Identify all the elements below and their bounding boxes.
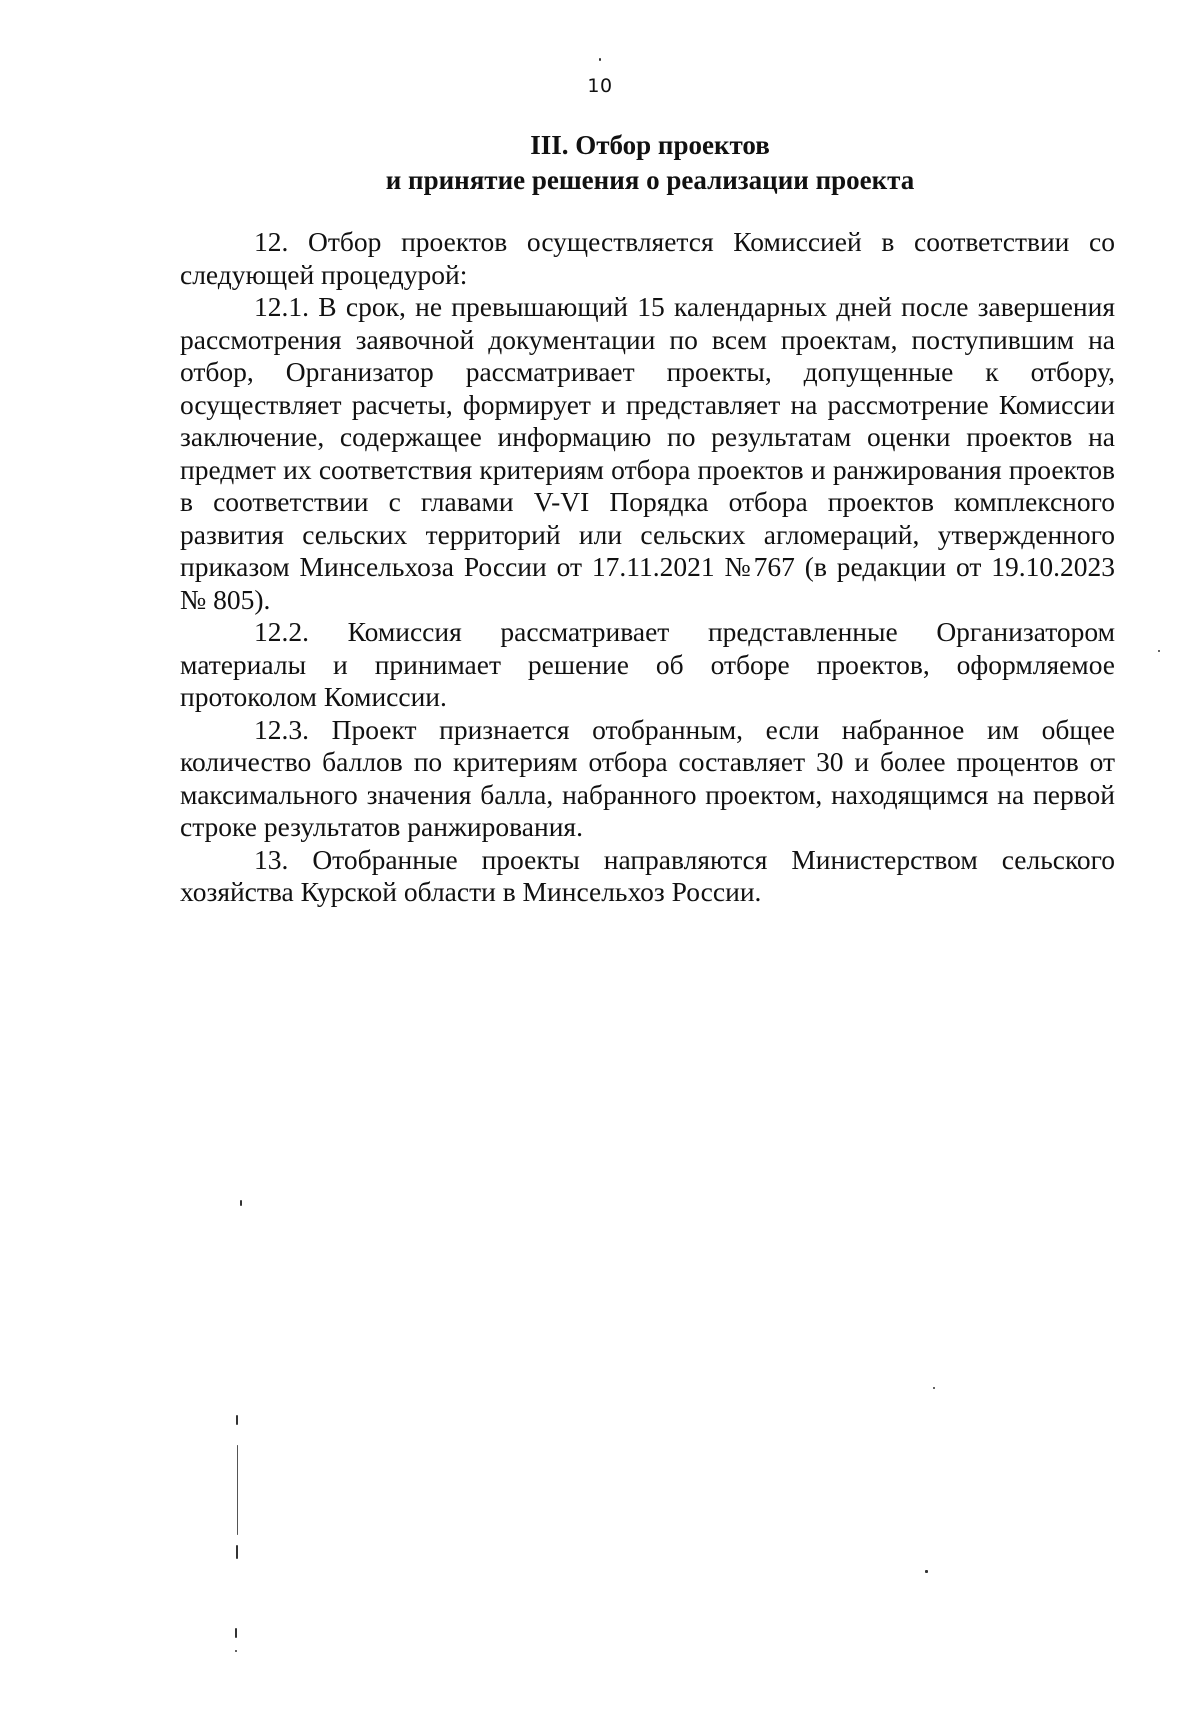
paragraph-12: 12. Отбор проектов осуществляется Комиссией в соответствии со следующей процедурой: (180, 226, 1115, 290)
paragraph-12-1: 12.1. В срок, не превышающий 15 календарных дней после завершения рассмотрения заявочной документации по всем проектам, поступившим на отбор, Организатор рассматривает проекты, допущенные к отбору, осуществляет расчеты, формирует и представляет на рассмотрение Комиссии заключение, содержащее информацию по результатам оценки проектов на предмет их соответствия критериям отбора проектов и ранжирования проектов в соответствии с главами V-VI Порядка отбора проектов комплексного развития сельских территорий или сельских агломераций, утвержденного приказом Минсельхоза России от 17.11.2021 №767 (в редакции от 19.10.2023 № 805). (180, 291, 1115, 615)
scan-speck (237, 1445, 238, 1535)
paragraph-12-3: 12.3. Проект признается отобранным, если набранное им общее количество баллов по критериям отбора составляет 30 и более процентов от максимального значения балла, набранного проектом, находящимся на первой строке результатов ранжирования. (180, 713, 1115, 842)
scan-speck (1158, 650, 1160, 652)
scan-speck (235, 1650, 237, 1652)
scan-speck (933, 1387, 935, 1389)
paragraph-12-2: 12.2. Комиссия рассматривает представленные Организатором материалы и принимает решение об отборе проектов, оформляемое протоколом Комиссии. (180, 616, 1115, 712)
scan-speck (236, 1545, 238, 1559)
section-title-line-1: III. Отбор проектов (530, 130, 770, 160)
scan-speck (235, 1628, 237, 1638)
document-body (180, 226, 1115, 909)
scan-speck (236, 1415, 238, 1425)
scan-speck (925, 1570, 928, 1573)
scan-speck (240, 1200, 242, 1206)
paragraph-13: 13. Отобранные проекты направляются Министерством сельского хозяйства Курской области в Минсельхоз России. (180, 843, 1115, 907)
section-title-line-2: и принятие решения о реализации проекта (385, 165, 915, 195)
scan-speck (599, 58, 601, 61)
section-heading (180, 128, 1120, 198)
page-number: 10 (587, 75, 613, 97)
